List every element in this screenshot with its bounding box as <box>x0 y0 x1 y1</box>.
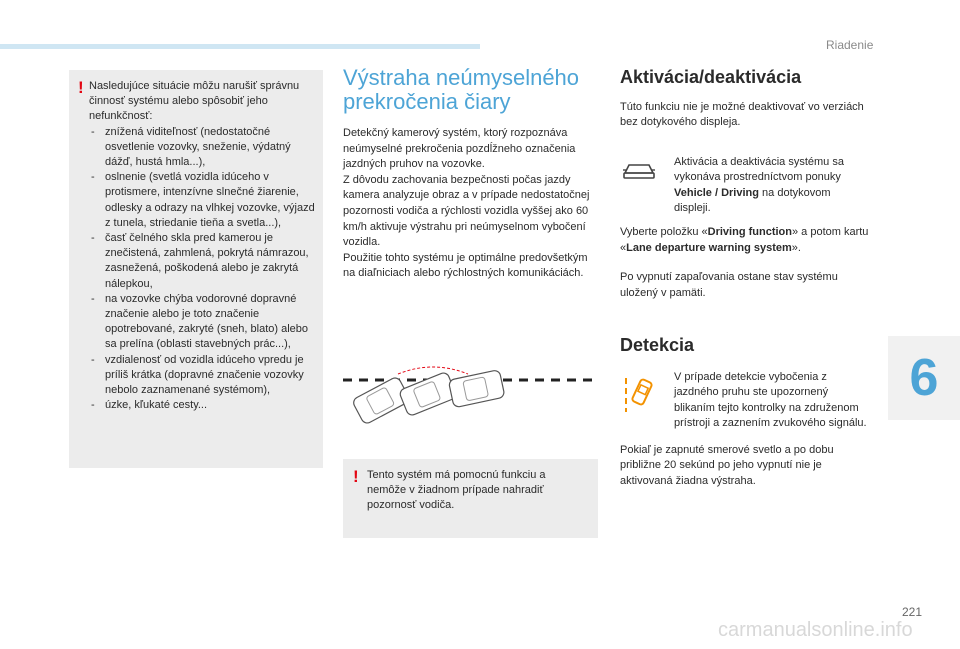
heading-line-1: Výstraha neúmyselného <box>343 65 580 90</box>
tip-box <box>343 459 598 538</box>
car-icon <box>622 159 656 181</box>
car-outline-2 <box>398 371 457 416</box>
memory-note: Po vypnutí zapaľovania ostane stav systému uložený v pamäti. <box>620 271 838 299</box>
warning-intro: Nasledujúce situácie môžu narušiť správnu činnosť systému alebo spôsobiť jeho nefunkčnosť: <box>89 80 300 123</box>
list-item: - vzdialenosť od vozidla idúceho vpredu je príliš krátka (dopravné značenie vozovky nebolo zaznamenané systémom), <box>89 353 317 399</box>
car-outline-3 <box>448 370 505 408</box>
activation-note: Túto funkciu nie je možné deaktivovať vo verziách bez dotykového displeja. <box>620 101 864 129</box>
heading-line-2: prekročenia čiary <box>343 89 511 114</box>
activation-section <box>620 66 870 489</box>
detection-note: Pokiaľ je zapnuté smerové svetlo a po dobu približne 20 sekúnd po jeho vypnutí nie je aktivovaná žiadna výstraha. <box>620 443 834 487</box>
detection-icon-block <box>620 370 870 432</box>
warning-box <box>69 70 323 468</box>
lane-departure-illustration <box>343 352 598 438</box>
exclamation-icon: ! <box>78 78 84 97</box>
top-accent-bar <box>0 44 480 49</box>
page-number: 221 <box>902 605 923 619</box>
exclamation-icon: ! <box>353 467 359 486</box>
list-item: - znížená viditeľnosť (nedostatočné osvetlenie vozovky, sneženie, výdatný dážď, hustá hmla...), <box>89 125 317 171</box>
description-line-3: Použitie tohto systému je optimálne predovšetkým na diaľniciach alebo rýchlostných komunikáciách. <box>343 251 588 280</box>
section-title: Riadenie <box>826 38 874 52</box>
warning-list <box>89 125 317 414</box>
list-item: - časť čelného skla pred kamerou je znečistená, zahmlená, pokrytá námrazou, zasnežená, poškodená alebo je zakrytá nálepkou, <box>89 231 317 292</box>
activation-icon-block <box>620 155 870 217</box>
activation-instruction: Vyberte položku «Driving function» a potom kartu «Lane departure warning system». <box>620 226 869 254</box>
watermark: carmanualsonline.info <box>718 619 913 641</box>
list-item: - oslnenie (svetlá vozidla idúceho v protismere, intenzívne slnečné žiarenie, odlesky a odrazy na vlhkej vozovke, výjazd z tunela, striedanie tieňa a svetla...), <box>89 170 317 231</box>
lane-warning-section <box>343 66 599 282</box>
list-item: - úzke, kľukaté cesty... <box>89 398 317 413</box>
detection-heading: Detekcia <box>620 335 695 356</box>
description-line-2: Z dôvodu zachovania bezpečnosti počas jazdy kamera analyzuje obraz a v prípade nedostatočnej pozornosti vodiča a rýchlosti vozidla vyššej ako 60 km/h aktivuje výstrahu pri neúmyselnom vybočení vozidla. <box>343 173 590 249</box>
description <box>343 126 599 282</box>
description-line-1: Detekčný kamerový systém, ktorý rozpoznáva neúmyselné prekročenia pozdĺžneho označenia jazdných pruhov na vozovke. <box>343 127 576 171</box>
list-item: - na vozovke chýba vodorovné dopravné značenie alebo je toto značenie opotrebované, zakryté (sneh, blato) alebo sa prelína (oblasti stavebných prác...), <box>89 292 317 353</box>
tip-text: Tento systém má pomocnú funkciu a nemôže v žiadnom prípade nahradiť pozornosť vodiča. <box>367 469 546 512</box>
chapter-number: 6 <box>909 349 939 407</box>
chapter-tab <box>888 336 960 420</box>
section-heading <box>343 66 599 114</box>
detection-icon-text: V prípade detekcie vybočenia z jazdného pruhu ste upozornený blikaním tejto kontrolky na združenom prístroji a zaznením zvukového signálu. <box>674 371 867 430</box>
activation-heading: Aktivácia/deaktivácia <box>620 67 802 87</box>
activation-icon-text: Aktivácia a deaktivácia systému sa vykonáva prostredníctvom ponuky Vehicle / Driving na dotykovom displeji. <box>674 155 844 215</box>
lane-departure-icon <box>622 374 654 412</box>
